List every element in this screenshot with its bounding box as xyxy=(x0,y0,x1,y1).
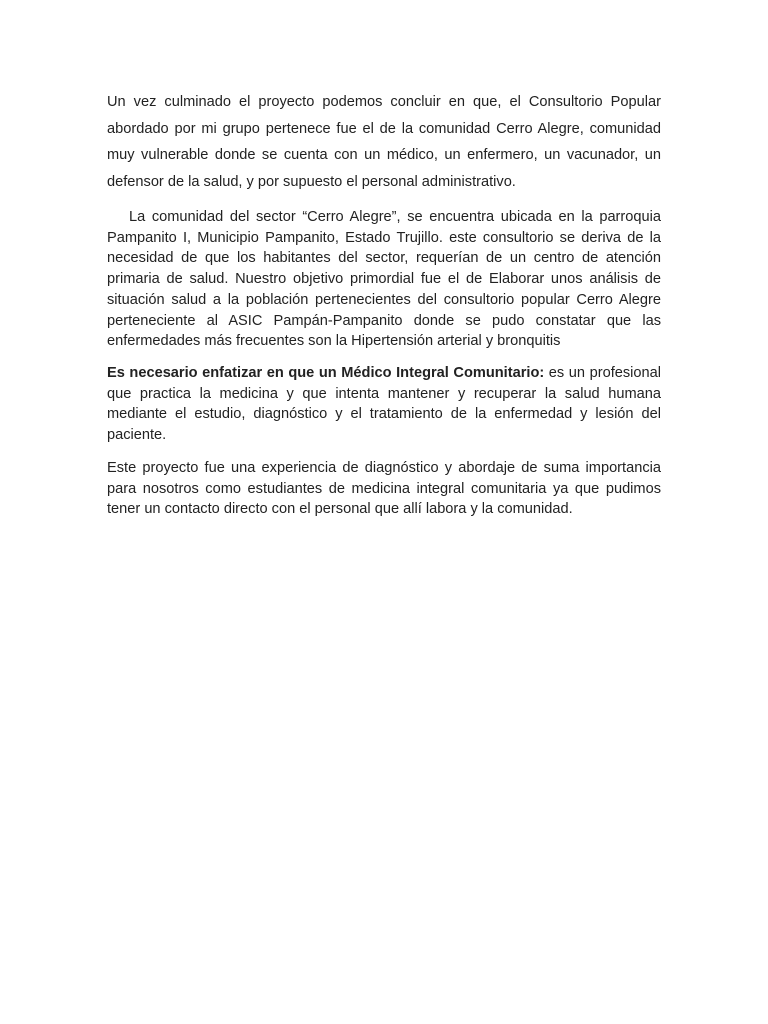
paragraph-body-text: es un profesional que practica la medicina y que intenta mantener y recuperar la salud humana mediante el estudio, diagnóstico y el tratamiento de la enfermedad y lesión del paciente. xyxy=(107,365,661,444)
bold-lead-phrase: Es necesario enfatizar en que un Médico Integral Comunitario: xyxy=(107,365,545,381)
paragraph-project-conclusion: Un vez culminado el proyecto podemos concluir en que, el Consultorio Popular abordado por mi grupo pertenece fue el de la comunidad Cerro Alegre, comunidad muy vulnerable donde se cuenta con un médico, un enfermero, un vacunador, un defensor de la salud, y por supuesto el personal administrativo. xyxy=(107,94,661,190)
paragraph-medico-integral xyxy=(107,363,661,446)
paragraph-community-description: La comunidad del sector “Cerro Alegre”, se encuentra ubicada en la parroquia Pampanito I, Municipio Pampanito, Estado Trujillo. este consultorio se deriva de la necesidad de que los habitantes del sector, requerían de un centro de atención primaria de salud. Nuestro objetivo primordial fue el de Elaborar unos análisis de situación salud a la población pertenecientes del consultorio popular Cerro Alegre perteneciente al ASIC Pampán-Pampanito donde se pudo constatar que las enfermedades más frecuentes son la Hipertensión arterial y bronquitis xyxy=(107,209,661,350)
paragraph-experience: Este proyecto fue una experiencia de diagnóstico y abordaje de suma importancia para nosotros como estudiantes de medicina integral comunitaria ya que pudimos tener un contacto directo con el personal que allí labora y la comunidad. xyxy=(107,460,661,518)
